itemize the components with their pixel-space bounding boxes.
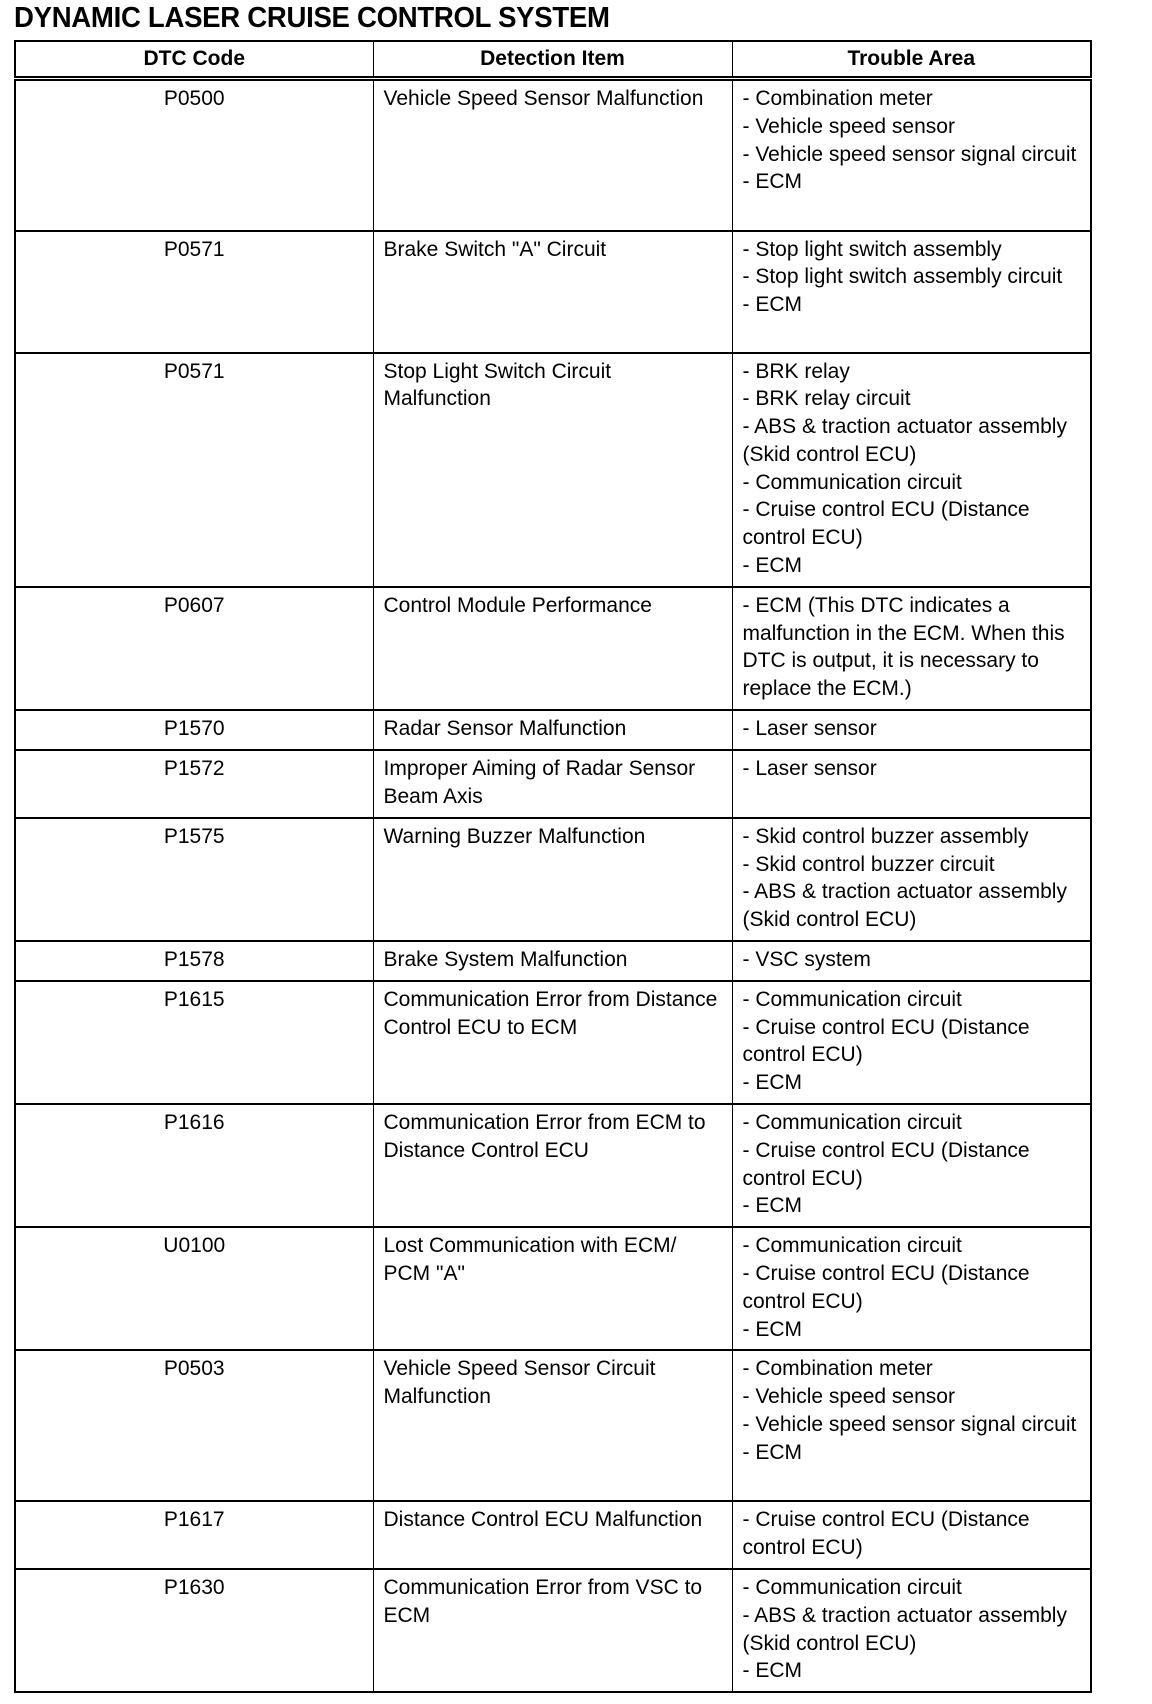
- table-header-row: [15, 41, 1091, 79]
- trouble-area-item: - ECM: [742, 1194, 802, 1218]
- trouble-area-item: - Communication circuit: [742, 470, 962, 494]
- trouble-area-item: - Stop light switch assembly circuit: [742, 265, 1063, 289]
- trouble-area: [732, 981, 1091, 1104]
- trouble-area-item: - ECM: [742, 554, 802, 578]
- trouble-area-item: - Vehicle speed sensor signal circuit: [742, 1413, 1077, 1436]
- page-title: DYNAMIC LASER CRUISE CONTROL SYSTEM: [14, 2, 610, 34]
- trouble-area-item: - VSC system: [742, 948, 871, 972]
- trouble-area-item: - Cruise control ECU (Distance control ECU): [742, 1138, 1030, 1190]
- trouble-area-item: - Skid control buzzer circuit: [742, 852, 995, 876]
- dtc-code: P1615: [15, 981, 373, 1104]
- detection-item: Communication Error from Distance Control ECU to ECM: [373, 981, 732, 1104]
- trouble-area-item: - ABS & traction actuator assembly (Skid control ECU): [742, 880, 1067, 932]
- trouble-area: [732, 750, 1091, 818]
- trouble-area-item: - Laser sensor: [742, 717, 877, 741]
- table-row: [15, 941, 1091, 981]
- detection-item: Warning Buzzer Malfunction: [373, 818, 732, 941]
- trouble-area: [732, 941, 1091, 981]
- trouble-area: [732, 1350, 1091, 1501]
- detection-item: Communication Error from VSC to ECM: [373, 1569, 732, 1692]
- trouble-area-item: - Laser sensor: [742, 756, 877, 780]
- table-row: [15, 587, 1091, 710]
- dtc-code: P0607: [15, 587, 373, 710]
- dtc-code: P1575: [15, 818, 373, 941]
- table-row: [15, 79, 1091, 231]
- trouble-area-item: - Cruise control ECU (Distance control ECU): [742, 498, 1030, 550]
- table-row: [15, 1350, 1091, 1501]
- trouble-area-item: - Cruise control ECU (Distance control ECU): [742, 1015, 1030, 1067]
- trouble-area: [732, 79, 1091, 231]
- table-row: [15, 981, 1091, 1104]
- table-row: [15, 818, 1091, 941]
- trouble-area-item: - Communication circuit: [742, 987, 962, 1011]
- trouble-area-item: - ABS & traction actuator assembly (Skid control ECU): [742, 1603, 1067, 1655]
- detection-item: Control Module Performance: [373, 587, 732, 710]
- trouble-area: [732, 1104, 1091, 1227]
- dtc-code: P0571: [15, 231, 373, 353]
- trouble-area: [732, 710, 1091, 750]
- table-row: [15, 1501, 1091, 1569]
- trouble-area-item: - Combination meter: [742, 87, 933, 110]
- trouble-area-item: - Vehicle speed sensor: [742, 114, 955, 138]
- trouble-area-item: - BRK relay circuit: [742, 387, 911, 411]
- trouble-area-item: - Combination meter: [742, 1357, 933, 1381]
- table-row: [15, 353, 1091, 587]
- table-row: [15, 1227, 1091, 1350]
- trouble-area-item: - Stop light switch assembly: [742, 237, 1002, 261]
- trouble-area: [732, 231, 1091, 353]
- detection-item: Brake Switch "A" Circuit: [373, 231, 732, 353]
- trouble-area-item: - Skid control buzzer assembly: [742, 824, 1029, 848]
- trouble-area-item: - Communication circuit: [742, 1111, 962, 1135]
- dtc-code: P1630: [15, 1569, 373, 1692]
- trouble-area-item: - ECM: [742, 293, 802, 317]
- header-dtc-code: DTC Code: [15, 41, 373, 79]
- trouble-area-item: - ABS & traction actuator assembly (Skid control ECU): [742, 415, 1067, 466]
- trouble-area-item: - Vehicle speed sensor: [742, 1385, 955, 1409]
- dtc-code: P1616: [15, 1104, 373, 1227]
- detection-item: Stop Light Switch Circuit Malfunction: [373, 353, 732, 587]
- trouble-area-item: - ECM: [742, 1659, 802, 1683]
- trouble-area: [732, 353, 1091, 587]
- dtc-code: U0100: [15, 1227, 373, 1350]
- trouble-area-item: - ECM: [742, 170, 802, 194]
- trouble-area-item: - ECM: [742, 1317, 802, 1341]
- table-row: [15, 231, 1091, 353]
- trouble-area-item: - Vehicle speed sensor signal circuit: [742, 142, 1077, 166]
- trouble-area-item: - Communication circuit: [742, 1576, 962, 1599]
- detection-item: Brake System Malfunction: [373, 941, 732, 981]
- trouble-area: [732, 1569, 1091, 1692]
- header-trouble-area: Trouble Area: [732, 41, 1091, 79]
- trouble-area-item: - ECM: [742, 1440, 802, 1464]
- trouble-area: [732, 1227, 1091, 1350]
- dtc-code: P1578: [15, 941, 373, 981]
- detection-item: Improper Aiming of Radar Sensor Beam Axis: [373, 750, 732, 818]
- trouble-area: [732, 1501, 1091, 1569]
- dtc-code: P0571: [15, 353, 373, 587]
- dtc-code: P0503: [15, 1350, 373, 1501]
- trouble-area: [732, 818, 1091, 941]
- detection-item: Radar Sensor Malfunction: [373, 710, 732, 750]
- table-row: [15, 750, 1091, 818]
- dtc-table: [14, 40, 1092, 1693]
- dtc-code: P0500: [15, 79, 373, 231]
- dtc-code: P1572: [15, 750, 373, 818]
- table-row: [15, 1104, 1091, 1227]
- table-row: [15, 710, 1091, 750]
- table-row: [15, 1569, 1091, 1692]
- detection-item: Vehicle Speed Sensor Malfunction: [373, 79, 732, 231]
- trouble-area: [732, 587, 1091, 710]
- trouble-area-item: - Communication circuit: [742, 1234, 962, 1258]
- detection-item: Vehicle Speed Sensor Circuit Malfunction: [373, 1350, 732, 1501]
- dtc-code: P1570: [15, 710, 373, 750]
- trouble-area-item: - Cruise control ECU (Distance control ECU): [742, 1508, 1030, 1560]
- detection-item: Distance Control ECU Malfunction: [373, 1501, 732, 1569]
- detection-item: Lost Communication with ECM/ PCM "A": [373, 1227, 732, 1350]
- trouble-area-item: - Cruise control ECU (Distance control ECU): [742, 1262, 1030, 1313]
- header-detection-item: Detection Item: [373, 41, 732, 79]
- trouble-area-item: - BRK relay: [742, 359, 850, 383]
- trouble-area-item: - ECM: [742, 1071, 802, 1095]
- dtc-code: P1617: [15, 1501, 373, 1569]
- trouble-area-item: - ECM (This DTC indicates a malfunction in the ECM. When this DTC is output, it is necessary to replace the ECM.): [742, 593, 1065, 701]
- detection-item: Communication Error from ECM to Distance Control ECU: [373, 1104, 732, 1227]
